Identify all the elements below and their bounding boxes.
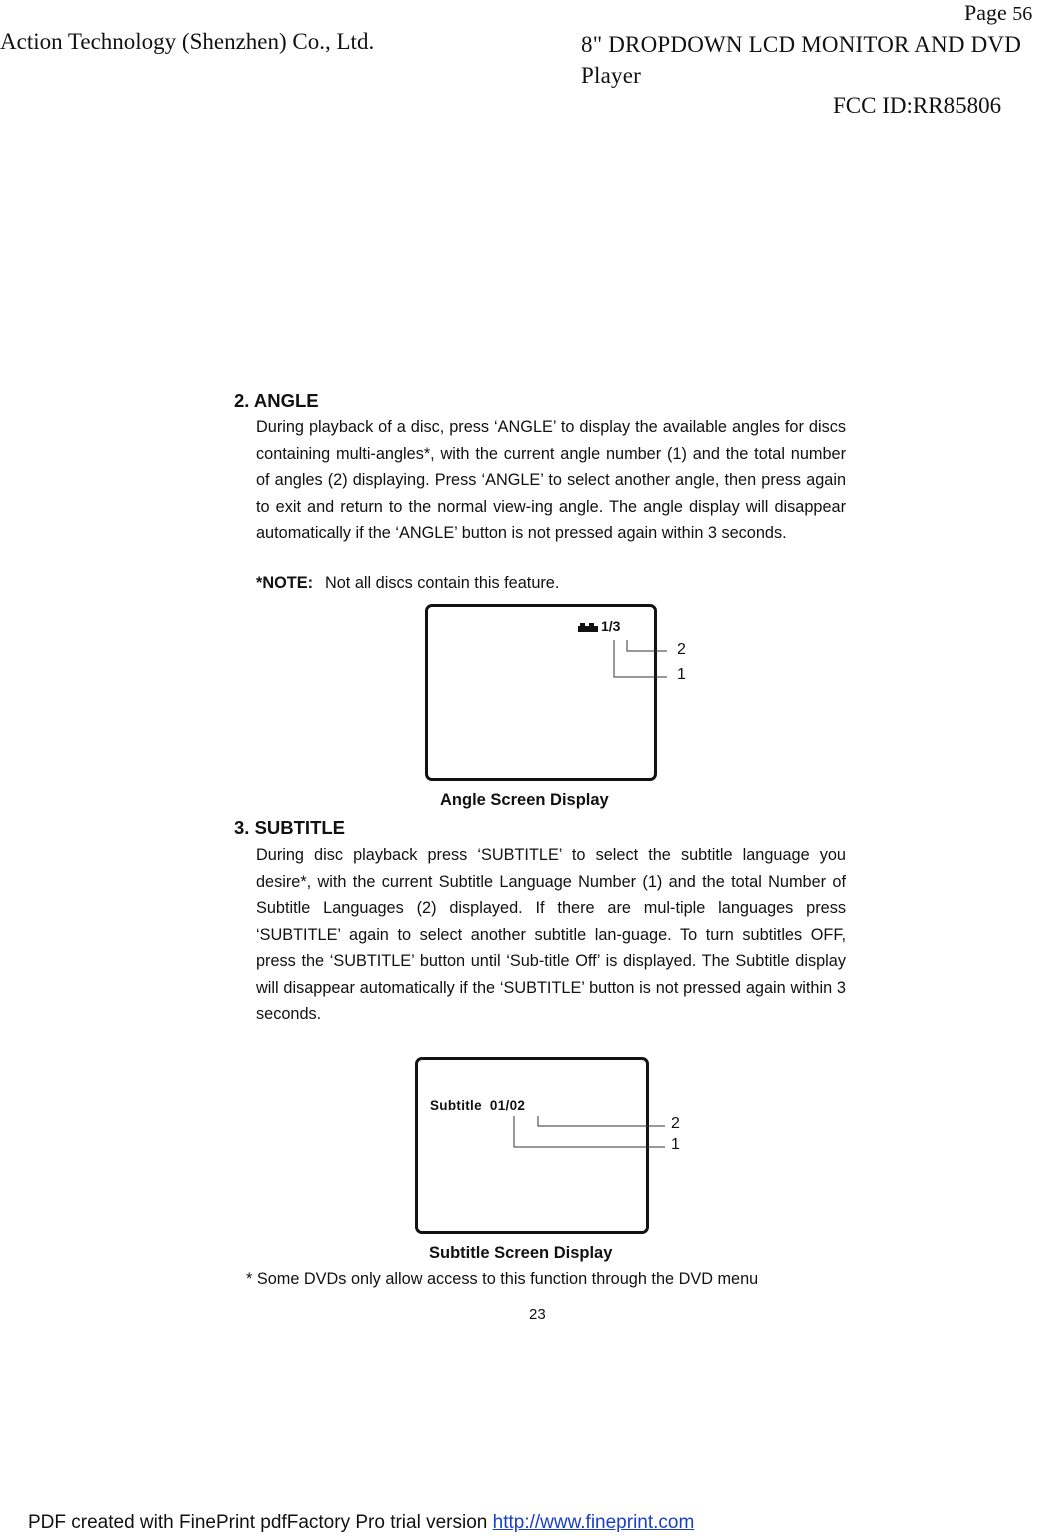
subtitle-label-total: 2: [671, 1115, 680, 1132]
subtitle-label-current: 1: [671, 1136, 680, 1153]
subtitle-osd-label: Subtitle: [430, 1098, 482, 1113]
subtitle-osd-value: 01/02: [489, 1098, 526, 1113]
page-label-text: Page: [964, 0, 1007, 25]
subtitle-callout-line-current: [514, 1116, 665, 1147]
fcc-id: FCC ID:RR85806: [833, 93, 1002, 118]
angle-label-current: 1: [677, 666, 686, 683]
angle-body: During playback of a disc, press ‘ANGLE’ to display the available angles for discs containing multi-angles*, with the current angle number (1) and the total number of angles (2) displaying. Press ‘ANGLE’ to select another angle, then press again to exit and return to the normal view-ing angle. The angle display will disappear automatically if the ‘ANGLE’ button is not pressed again within 3 seconds.: [256, 418, 846, 542]
manual-page-number: 23: [529, 1306, 546, 1323]
note-text: Not all discs contain this feature.: [324, 574, 560, 592]
product-title: 8" DROPDOWN LCD MONITOR AND DVD Player: [581, 32, 1022, 88]
angle-callout-line-current: [614, 640, 667, 677]
angle-caption: Angle Screen Display: [440, 791, 609, 809]
angle-osd-value: 1/3: [601, 618, 621, 634]
company-name: Action Technology (Shenzhen) Co., Ltd.: [0, 29, 375, 54]
angle-label-total: 2: [677, 641, 686, 658]
footnote: * Some DVDs only allow access to this function through the DVD menu: [246, 1270, 759, 1288]
subtitle-caption: Subtitle Screen Display: [429, 1244, 613, 1262]
subtitle-body: During disc playback press ‘SUBTITLE’ to select the subtitle language you desire*, with the current Subtitle Language Number (1) and the total Number of Subtitle Languages (2) displayed. If there are mul-tiple languages press ‘SUBTITLE’ again to select another subtitle lan-guage. To turn subtitles OFF, press the ‘SUBTITLE’ button until ‘Sub-title Off’ is displayed. The Subtitle display will disappear automatically if the ‘SUBTITLE’ button is not pressed again within 3 seconds.: [256, 846, 846, 1023]
subtitle-callout-line-total: [538, 1116, 665, 1126]
angle-callout-line-total: [627, 640, 667, 651]
pdf-footer: [28, 1512, 694, 1534]
note-label: *NOTE:: [256, 574, 313, 592]
angle-heading: 2. ANGLE: [234, 390, 319, 411]
subtitle-heading: 3. SUBTITLE: [234, 817, 346, 838]
pdf-footer-link[interactable]: http://www.fineprint.com: [492, 1512, 695, 1533]
page-number-header: 56: [1012, 3, 1033, 25]
pdf-footer-text: PDF created with FinePrint pdfFactory Pro trial version: [28, 1512, 488, 1533]
